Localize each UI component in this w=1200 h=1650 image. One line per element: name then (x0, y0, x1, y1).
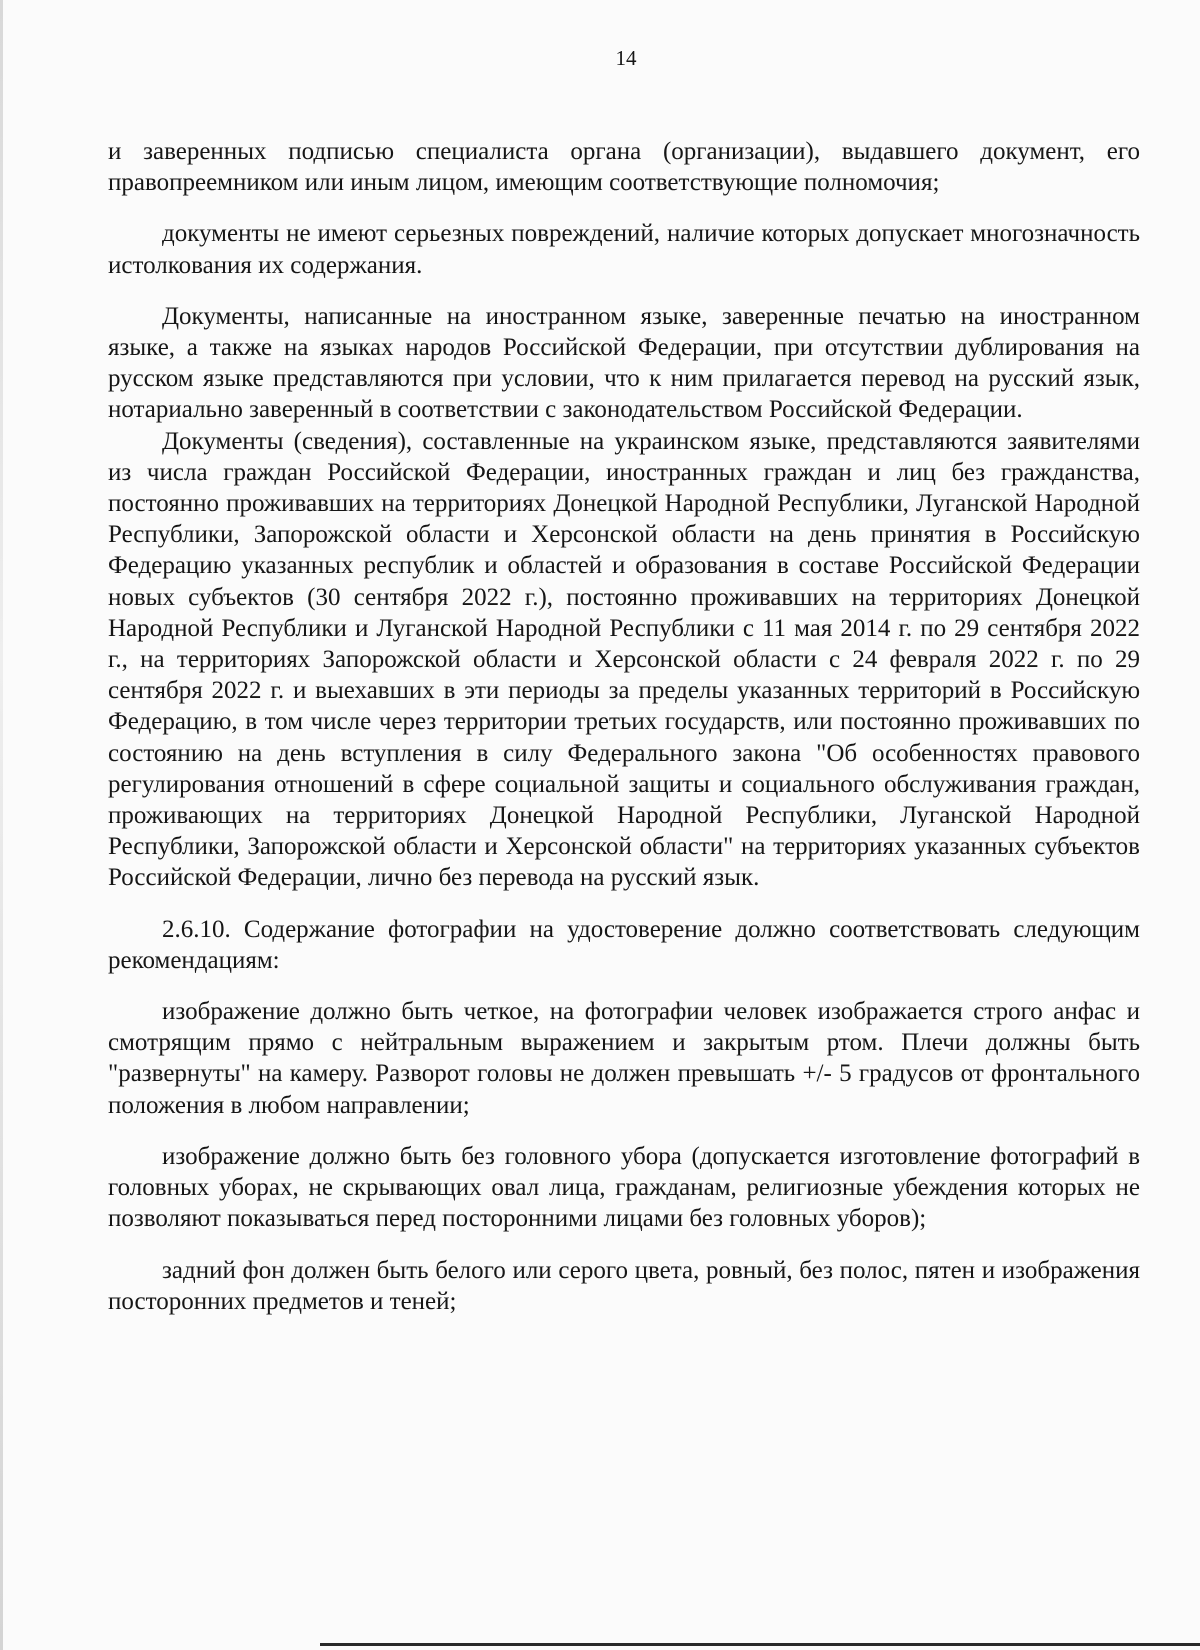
paragraph-3: Документы, написанные на иностранном языке, заверенные печатью на иностранном языке, а также на языках народов Российской Федерации, при отсутствии дублирования на русском языке представляются при условии, что к ним прилагается перевод на русский язык, нотариально заверенный в соответствии с законодательством Российской Федерации. (108, 302, 1140, 424)
paragraph-4: Документы (сведения), составленные на украинском языке, представляются заявителями из числа граждан Российской Федерации, иностранных граждан и лиц без гражданства, постоянно проживавших на территориях Донецкой Народной Республики, Луганской Народной Республики, Запорожской области и Херсонской области на день принятия в Российскую Федерацию указанных республик и областей и образования в составе Российской Федерации новых субъектов (30 сентября 2022 г.), постоянно проживавших на территориях Донецкой Народной Республики и Луганской Народной Республики с 11 мая 2014 г. по 29 сентября 2022 г., на территориях Запорожской области и Херсонской области с 24 февраля 2022 г. по 29 сентября 2022 г. и выехавших в эти периоды за пределы указанных территорий в Российскую Федерацию, в том числе через территории третьих государств, или постоянно проживавших по состоянию на день вступления в силу Федерального закона "Об особенностях правового регулирования отношений в сфере социальной защиты и социального обслуживания граждан, проживающих на территориях Донецкой Народной Республики, Луганской Народной Республики, Запорожской области и Херсонской области" на территориях указанных субъектов Российской Федерации, лично без перевода на русский язык. (108, 427, 1140, 892)
scan-bottom-edge (320, 1643, 1200, 1646)
paragraph-8: задний фон должен быть белого или серого цвета, ровный, без полос, пятен и изображения посторонних предметов и теней; (108, 1256, 1140, 1315)
document-body (108, 136, 1140, 1317)
paragraph-1: и заверенных подписью специалиста органа (организации), выдавшего документ, его правопреемником или иным лицом, имеющим соответствующие полномочия; (108, 138, 1140, 197)
paragraph-7: изображение должно быть без головного убора (допускается изготовление фотографий в головных уборах, не скрывающих овал лица, гражданам, религиозные убеждения которых не позволяют показываться перед посторонними лицами без головных уборов); (108, 1142, 1140, 1233)
paragraph-5-section-2-6-10: 2.6.10. Содержание фотографии на удостоверение должно соответствовать следующим рекомендациям: (108, 915, 1140, 974)
paragraph-6: изображение должно быть четкое, на фотографии человек изображается строго анфас и смотрящим прямо с нейтральным выражением и закрытым ртом. Плечи должны быть "развернуты" на камеру. Разворот головы не должен превышать +/- 5 градусов от фронтального положения в любом направлении; (108, 998, 1140, 1119)
page-number: 14 (615, 46, 637, 70)
scan-left-edge (0, 0, 3, 1650)
paragraph-2: документы не имеют серьезных повреждений, наличие которых допускает многозначность истолкования их содержания. (108, 220, 1140, 279)
